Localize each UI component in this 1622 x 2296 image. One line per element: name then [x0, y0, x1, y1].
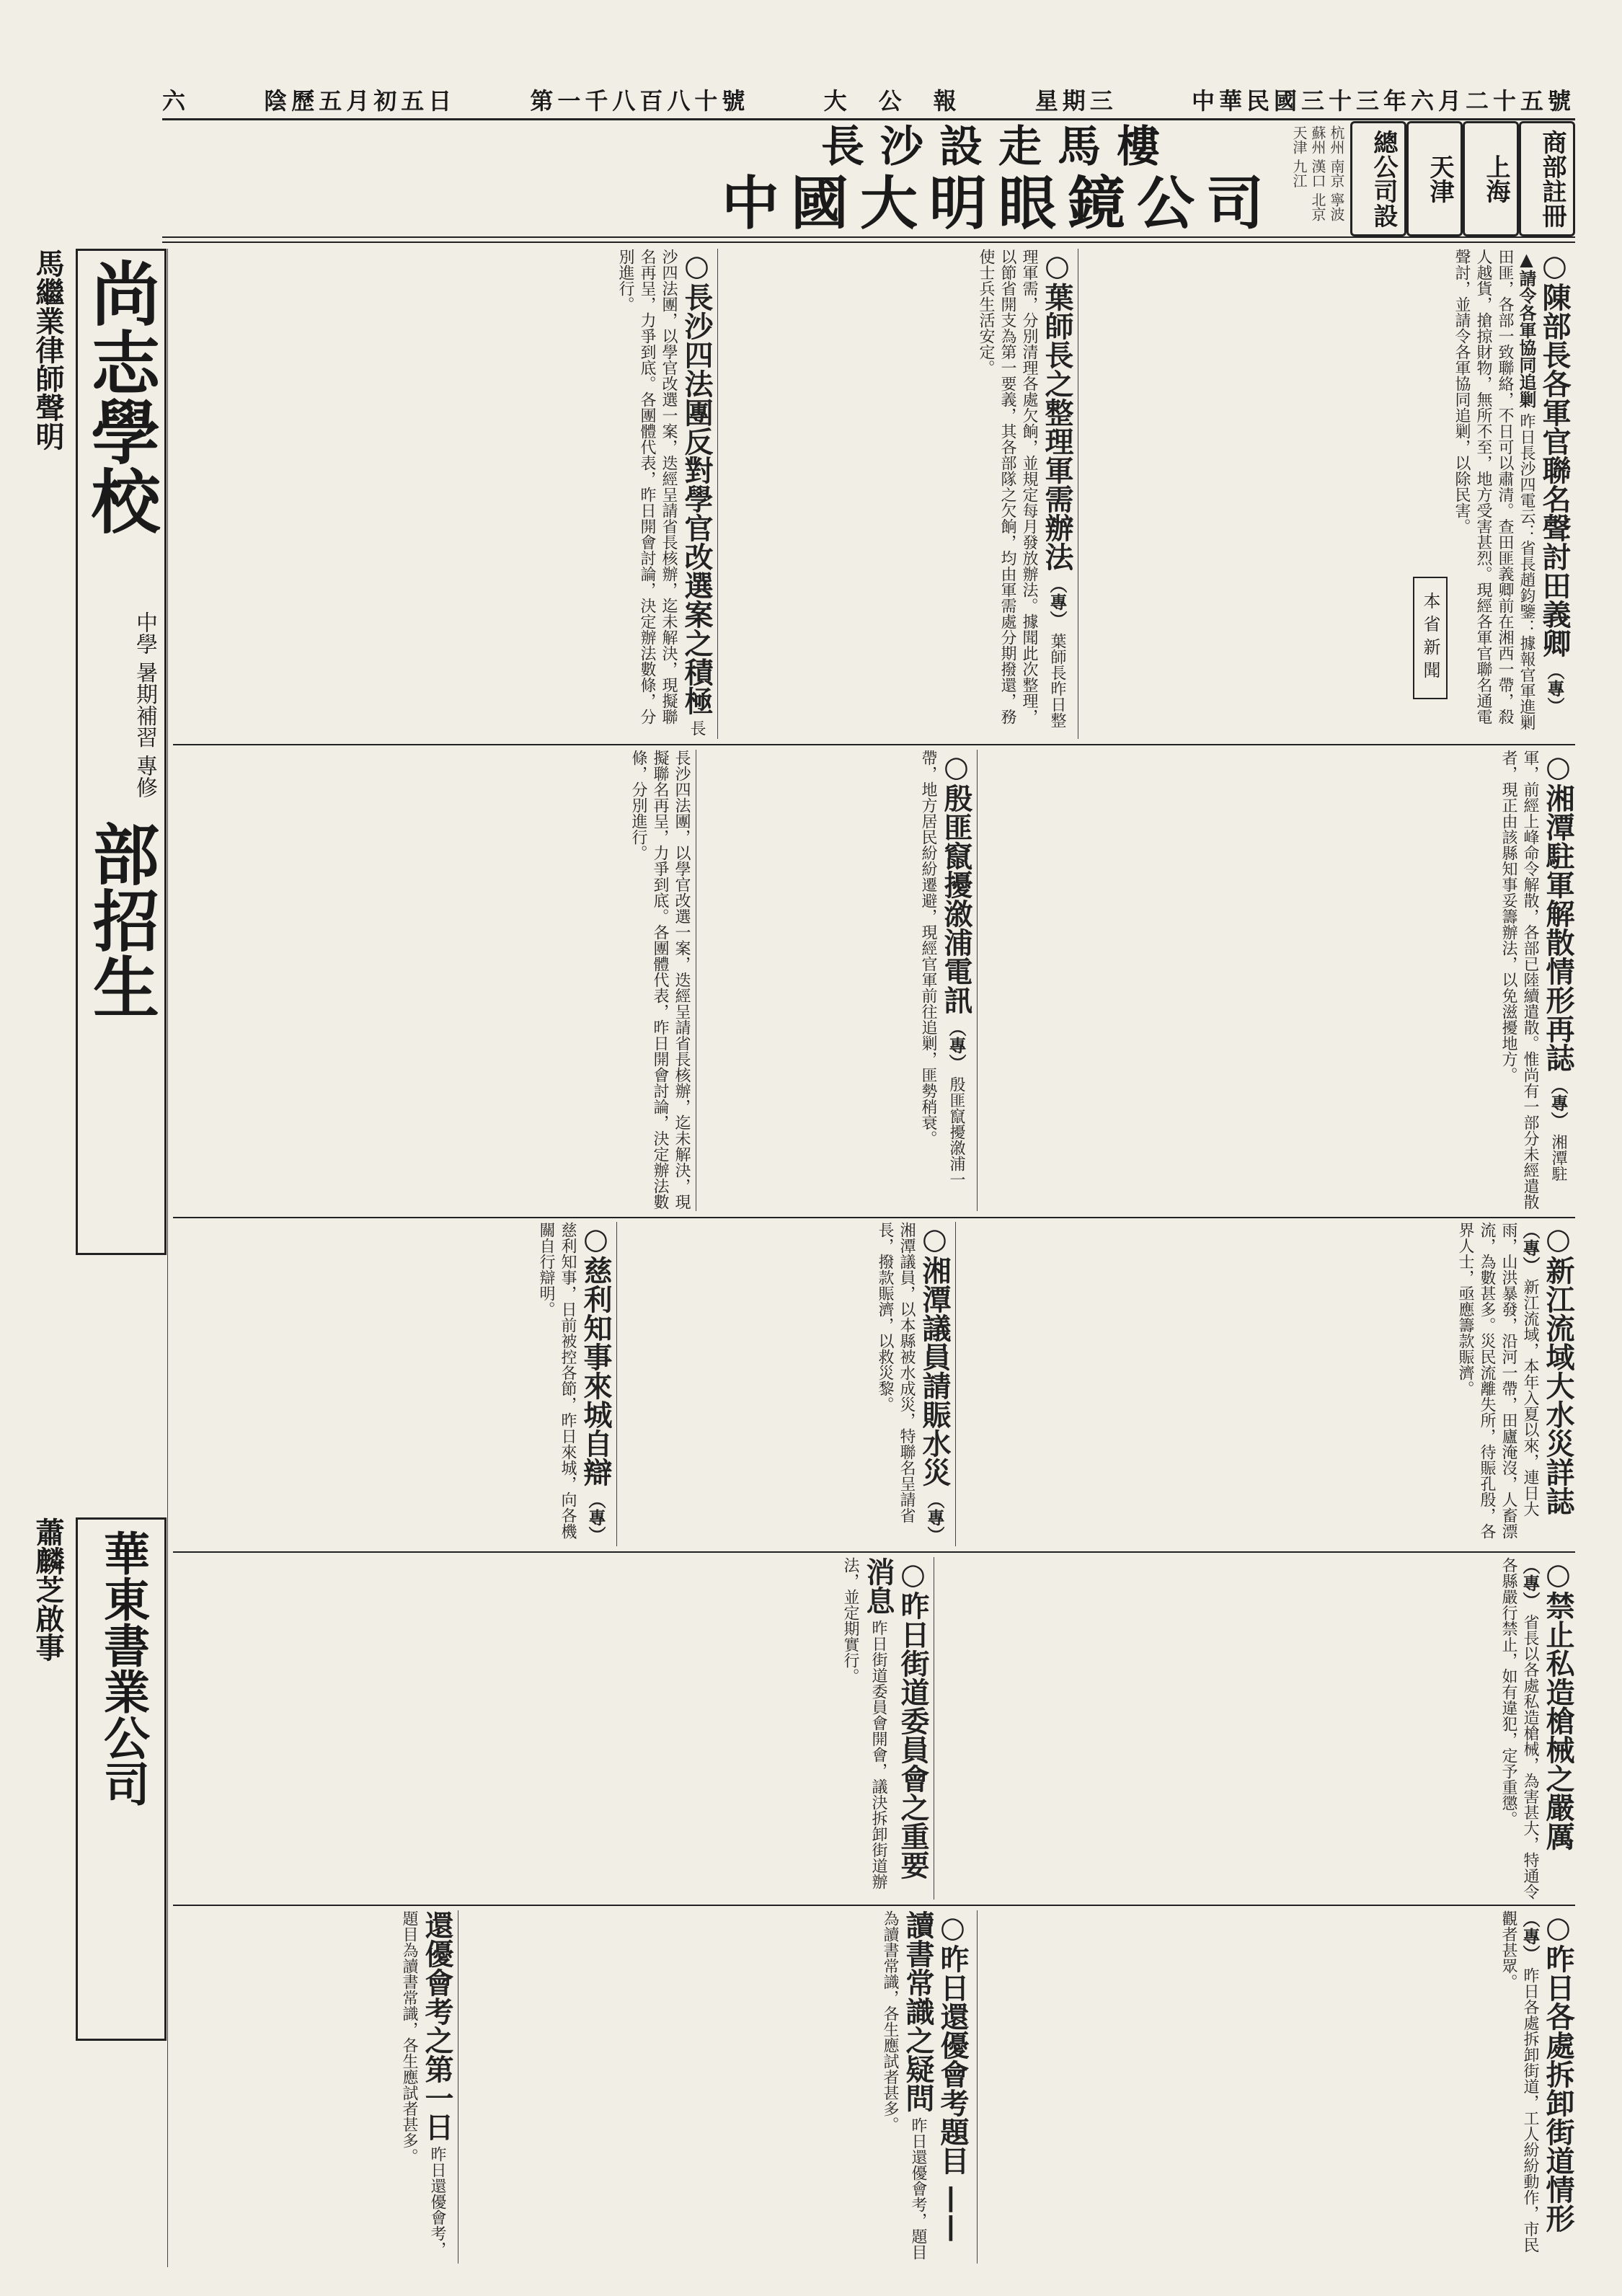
article-title: ○慈利知事來城自辯 — [579, 1222, 613, 1486]
top-ad-band — [162, 121, 1575, 238]
article-body: 慈利知事，日前被控各節，昨日來城，向各機關自行辯明。 — [537, 1222, 577, 1539]
article-jiedao — [177, 1557, 930, 1900]
article-body: 昨日各處拆卸街道，工人紛紛動作，市民觀者甚眾。 — [1499, 1910, 1539, 2253]
article-title: ○昨日街道委員會之重要消息 — [861, 1557, 930, 1879]
article-tag: （專） — [1544, 662, 1565, 714]
masthead-weekday: 星期三 — [1034, 87, 1117, 115]
article-tag: （專） — [1520, 1557, 1541, 1609]
registered-label: 商部註冊 — [1519, 121, 1575, 236]
masthead-page: 六 — [162, 87, 190, 115]
article-title: ○新江流域大水災詳誌 — [1541, 1222, 1575, 1515]
article-tag: （專） — [1548, 1077, 1569, 1129]
article-body: 昨日街道委員會開會，議決拆卸街道辦法，並定期實行。 — [841, 1557, 887, 1889]
school-name: 尚志學校 — [80, 258, 161, 535]
divider — [173, 744, 1575, 745]
article-yiyuan — [620, 1222, 952, 1546]
article-jinzhi — [937, 1557, 1575, 1900]
article-body: 昨日長沙四電云：省長趙鈞鑒：據報官軍進剿田匪，各部一致聯絡，不日可以肅清。查田匪義卿前在湘西一帶，殺人越貨，搶掠財物，無所不至，地方受害甚烈。現經各軍官聯名通電聲討，並請令各軍協同追剿，以除民害。 — [1453, 249, 1535, 730]
article-tag: （專） — [1520, 1222, 1541, 1274]
article-body: 葉師長昨日整理軍需，分別清理各處欠餉，並規定每月發放辦法。據聞此次整理，以節省開支為第一要義，其各部隊之欠餉，均由軍需處分期撥還，務使士兵生活安定。 — [977, 249, 1066, 728]
school-kind: 中學 暑期補習 專修 — [132, 611, 157, 799]
article-tag: （專） — [946, 1019, 967, 1071]
article-ye — [721, 249, 1074, 739]
bookstore-ad — [76, 1517, 167, 2041]
article-title: ○湘潭駐軍解散情形再誌 — [1541, 750, 1575, 1072]
masthead-lunar: 陰歷五月初五日 — [264, 87, 456, 115]
article-cili — [177, 1222, 613, 1546]
article-body: 省長以各處私造槍械，為害甚大，特通令各縣嚴行禁止，如有違犯，定予重懲。 — [1499, 1557, 1539, 1900]
masthead-paper: 大 公 報 — [823, 87, 961, 115]
shop-head-1: 上海 — [1463, 121, 1519, 236]
article-body: 長沙四法團，以學官改選一案，迭經呈請省長核辦，迄未解決，現擬聯名再呈，力爭到底。各團體代表，昨日開會討論，決定辦法數條，分別進行。 — [616, 249, 706, 736]
article-title: ○禁止私造槍械之嚴厲 — [1541, 1557, 1575, 1850]
article-body: 湘潭駐軍，前經上峰命令解散，各部已陸續遣散。惟尚有一部分未經遣散者，現正由該縣知事妥籌辦法，以免滋擾地方。 — [1499, 750, 1567, 1210]
article-body: 新江流域，本年入夏以來，連日大雨，山洪暴發，沿河一帶，田廬淹沒，人畜漂流，為數甚多。災民流離失所，待賑孔殷，各界人士，亟應籌款賑濟。 — [1456, 1222, 1539, 1539]
article-kaoti — [461, 1910, 970, 2264]
article-chen — [1081, 249, 1572, 739]
article-tag: （專） — [924, 1491, 945, 1543]
masthead-issue: 第一千八百八十號 — [530, 87, 750, 115]
article-xinjiang — [959, 1222, 1575, 1546]
divider — [955, 1222, 956, 1546]
divider — [977, 1910, 978, 2264]
divider — [717, 249, 718, 739]
divider — [167, 249, 168, 2267]
article-body: 昨日還優會考，題目為讀書常識，各生應試者甚多。 — [400, 1910, 446, 2257]
divider — [977, 750, 978, 1211]
article-body: 殷匪竄擾漵浦一帶，地方居民紛紛遷避，現經官軍前往追剿，匪勢稍衰。 — [919, 750, 965, 1187]
shop-head-2: 天津 — [1406, 121, 1463, 236]
section-label: 本省新聞 — [1413, 577, 1448, 699]
xiao-notice: 蕭麟芝啟事 — [31, 1517, 65, 1662]
divider — [616, 1222, 617, 1546]
article-title: ○陳部長各軍官聯名聲討田義卿 — [1538, 249, 1572, 657]
divider — [173, 1551, 1575, 1553]
article-title: ○昨日還優會考題目 —— 讀書常識之疑問 — [901, 1910, 970, 2243]
school-ad — [76, 249, 167, 1255]
school-enrol: 部招生 — [82, 820, 160, 1019]
article-yin-cont — [177, 750, 692, 1211]
article-title: ○湘潭議員請賑水災 — [918, 1222, 952, 1486]
masthead — [162, 85, 1575, 120]
article-title: ○殷匪竄擾漵浦電訊 — [939, 750, 973, 1014]
article-title: ○長沙四法團反對學官改選案之積極 — [680, 249, 714, 715]
divider — [173, 1905, 1575, 1906]
article-title: ○昨日各處拆卸街道情形 — [1541, 1910, 1575, 2233]
divider — [173, 1217, 1575, 1218]
masthead-date: 中華民國三十三年六月二十五號 — [1191, 87, 1575, 115]
left-ad-column — [7, 249, 162, 2267]
article-changsha — [177, 249, 714, 739]
article-chaixie — [980, 1910, 1575, 2264]
article-body: 昨日還優會考，題目為讀書常識，各生應試者甚多。 — [881, 1910, 927, 2260]
article-xiangtan — [980, 750, 1575, 1211]
bookstore-name: 華東書業公司 — [96, 1530, 150, 1807]
lawyer-notice: 馬繼業律師聲明 — [31, 249, 65, 451]
divider — [162, 241, 1575, 243]
optical-line-2: 中國大明眼鏡公司 — [722, 169, 1275, 237]
article-body: 長沙四法團，以學官改選一案，迭經呈請省長核辦，迄未解決，現擬聯名再呈，力爭到底。各團體代表，昨日開會討論，決定辦法數條，分別進行。 — [629, 750, 691, 1210]
article-title: 還優會考之第一日 — [420, 1910, 454, 2141]
article-body: 湘潭議員，以本縣被水成災，特聯名呈請省長，撥款賑濟，以救災黎。 — [876, 1222, 916, 1523]
optical-line-1: 長沙設走馬樓 — [821, 122, 1176, 172]
article-yin — [699, 750, 973, 1211]
article-tag: （專） — [1520, 1910, 1541, 1962]
article-subtitle: ▲請令各軍協同追剿 — [1516, 249, 1537, 408]
article-huiyou — [177, 1910, 454, 2264]
shop-big: 總公司設 — [1350, 121, 1406, 236]
article-title: ○葉師長之整理軍需辦法 — [1040, 249, 1074, 571]
shop-branches: 杭州 南京 寧波 蘇州 漢口 北京 天津 九江 — [1290, 125, 1345, 221]
optical-ad — [638, 121, 1359, 236]
article-tag: （專） — [585, 1491, 606, 1543]
article-tag: （專） — [1047, 576, 1068, 628]
